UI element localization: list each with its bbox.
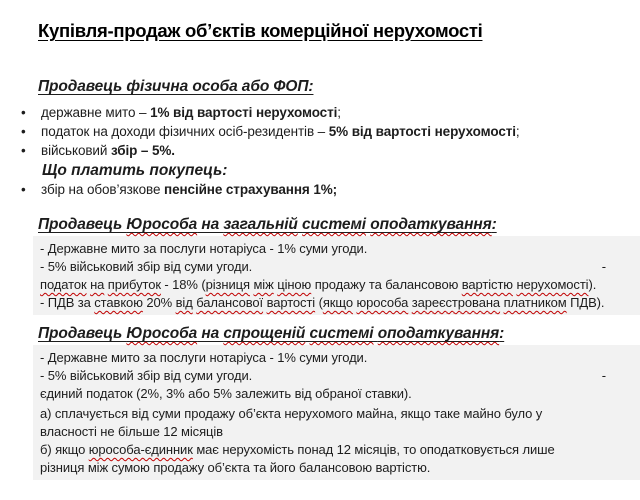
heading-individual-seller: Продавець фізична особа або ФОП: [38,78,314,95]
heading-buyer-pays: Що платить покупець: [42,162,228,179]
text-line-runs: - 5% військовий збір від суми угоди. [40,368,253,383]
bullet-list-seller-individual [0,103,640,160]
text-line: податок на прибуток - 18% (різниця між ціною продажу та балансовою вартістю нерухомості). [40,277,597,292]
document-page [0,20,640,500]
list-item: • державне мито – 1% від вартості нерухомості; [0,103,640,122]
text-line: б) якщо юрособа-єдинник має нерухомість понад 12 місяців, то оподатковується лише [40,442,555,457]
text-line: - Державне мито за послуги нотаріуса - 1% суми угоди. [40,241,368,256]
text-line: - ПДВ за ставкою 20% від балансової вартості (якщо юрособа зареєстрована платником ПДВ). [40,295,605,310]
heading-simplified-taxation: Продавець Юрособа на спрощеній системі оподаткування: [38,325,505,342]
text-block-general-taxation [33,236,640,315]
page-title: Купівля-продаж об’єктів комерційної нерухомості [38,20,483,41]
text-line: - Державне мито за послуги нотаріуса - 1% суми угоди. [40,350,368,365]
text-line: власності не більше 12 місяців [40,424,223,439]
text-line [40,258,632,276]
text-line-runs: - 5% військовий збір від суми угоди. [40,259,253,274]
list-item: • збір на обов’язкове пенсійне страхування 1%; [0,180,640,199]
text-line: різниця між сумою продажу об’єкта та його балансовою вартістю. [40,460,431,475]
text-line: а) сплачується від суми продажу об’єкта нерухомого майна, якщо таке майно було у [40,406,543,421]
text-block-simplified-taxation [33,345,640,480]
section-simplified-taxation [0,325,640,480]
list-item: • військовий збір – 5%. [0,141,640,160]
list-item: • податок на доходи фізичних осіб-резидентів – 5% від вартості нерухомості; [0,122,640,141]
section-individual-seller [0,78,640,199]
heading-general-taxation: Продавець Юрособа на загальній системі оподаткування: [38,216,497,233]
bullet-list-buyer [0,180,640,199]
section-general-taxation [0,216,640,315]
text-line [40,367,632,385]
orphan-hyphen: - [601,259,606,274]
text-line: єдиний податок (2%, 3% або 5% залежить від обраної ставки). [40,386,412,401]
orphan-hyphen: - [601,368,606,383]
